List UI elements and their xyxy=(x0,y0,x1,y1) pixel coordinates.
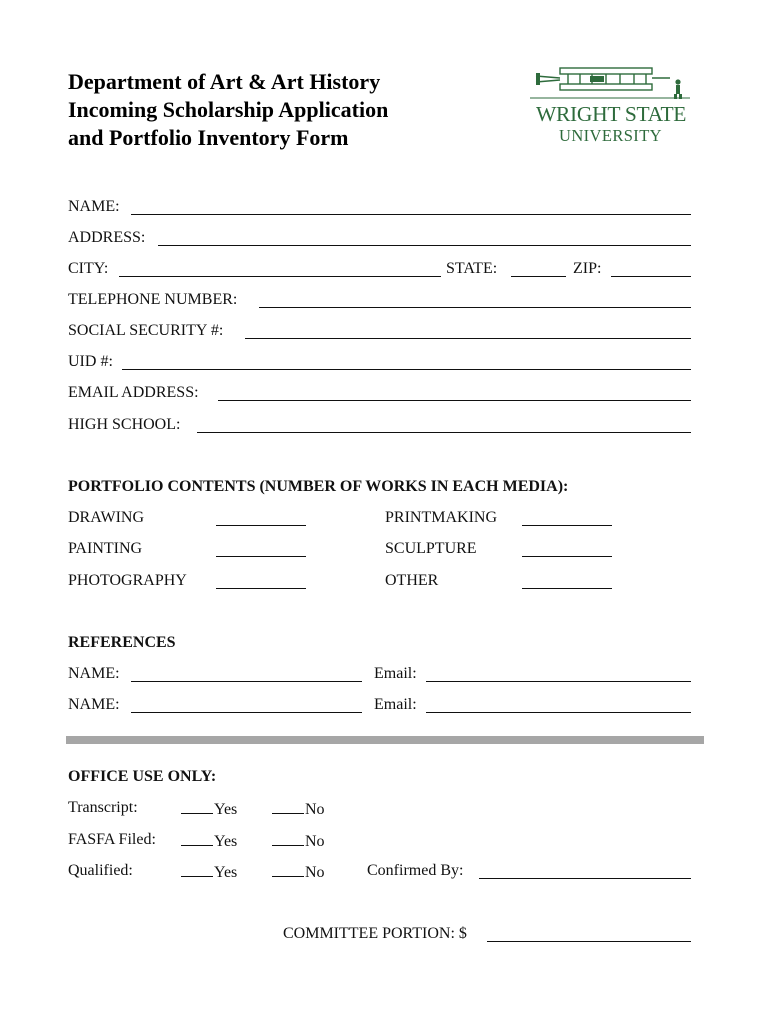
high-school-label: HIGH SCHOOL: xyxy=(68,416,181,433)
transcript-no-blank[interactable] xyxy=(272,797,304,814)
reference-2-email-label: Email: xyxy=(374,696,417,713)
zip-field[interactable] xyxy=(611,258,691,277)
wright-state-logo xyxy=(530,64,700,150)
title-line-2: Incoming Scholarship Application xyxy=(68,97,389,122)
city-field[interactable] xyxy=(119,258,441,277)
state-label: STATE: xyxy=(446,260,498,277)
wright-flyer-icon xyxy=(530,64,700,100)
zip-label: ZIP: xyxy=(573,260,602,277)
qualified-yes-option[interactable] xyxy=(181,860,237,884)
sculpture-count-field[interactable] xyxy=(522,538,612,557)
other-count-field[interactable] xyxy=(522,570,612,589)
committee-portion-field[interactable] xyxy=(487,923,691,942)
city-label: CITY: xyxy=(68,260,109,277)
painting-count-field[interactable] xyxy=(216,538,306,557)
name-field[interactable] xyxy=(131,196,691,215)
reference-2-name-label: NAME: xyxy=(68,696,120,713)
qualified-yes-blank[interactable] xyxy=(181,860,213,877)
painting-label: PAINTING xyxy=(68,540,143,557)
fasfa-yes-blank[interactable] xyxy=(181,829,213,846)
photography-label: PHOTOGRAPHY xyxy=(68,572,187,589)
ssn-label: SOCIAL SECURITY #: xyxy=(68,322,224,339)
fasfa-no-option[interactable] xyxy=(272,829,325,853)
reference-1-email-field[interactable] xyxy=(426,663,691,682)
printmaking-count-field[interactable] xyxy=(522,507,612,526)
fasfa-yes-text: Yes xyxy=(214,833,238,850)
committee-portion-label: COMMITTEE PORTION: $ xyxy=(283,925,467,942)
transcript-no-text: No xyxy=(305,801,325,818)
fasfa-label: FASFA Filed: xyxy=(68,831,156,848)
ssn-field[interactable] xyxy=(245,320,691,339)
title-line-3: and Portfolio Inventory Form xyxy=(68,125,349,150)
transcript-yes-option[interactable] xyxy=(181,797,237,821)
email-label: EMAIL ADDRESS: xyxy=(68,384,199,401)
form-title xyxy=(68,68,388,152)
transcript-no-option[interactable] xyxy=(272,797,325,821)
other-label: OTHER xyxy=(385,572,439,589)
uid-field[interactable] xyxy=(122,351,691,370)
reference-1-name-field[interactable] xyxy=(131,663,362,682)
state-field[interactable] xyxy=(511,258,566,277)
high-school-field[interactable] xyxy=(197,414,691,433)
transcript-yes-blank[interactable] xyxy=(181,797,213,814)
name-label: NAME: xyxy=(68,198,120,215)
fasfa-no-blank[interactable] xyxy=(272,829,304,846)
drawing-label: DRAWING xyxy=(68,509,145,526)
qualified-yes-text: Yes xyxy=(214,864,238,881)
section-divider xyxy=(66,736,704,744)
reference-2-email-field[interactable] xyxy=(426,694,691,713)
title-line-1: Department of Art & Art History xyxy=(68,69,381,94)
uid-label: UID #: xyxy=(68,353,113,370)
transcript-yes-text: Yes xyxy=(214,801,238,818)
photography-count-field[interactable] xyxy=(216,570,306,589)
qualified-no-blank[interactable] xyxy=(272,860,304,877)
reference-1-email-label: Email: xyxy=(374,665,417,682)
logo-text-wright-state: WRIGHT STATE xyxy=(536,102,687,126)
printmaking-label: PRINTMAKING xyxy=(385,509,497,526)
qualified-no-option[interactable] xyxy=(272,860,325,884)
sculpture-label: SCULPTURE xyxy=(385,540,477,557)
office-use-heading: OFFICE USE ONLY: xyxy=(68,768,217,785)
fasfa-no-text: No xyxy=(305,833,325,850)
references-heading: REFERENCES xyxy=(68,634,176,651)
confirmed-by-field[interactable] xyxy=(479,860,691,879)
telephone-field[interactable] xyxy=(259,289,691,308)
portfolio-heading: PORTFOLIO CONTENTS (NUMBER OF WORKS IN EACH MEDIA): xyxy=(68,478,569,495)
transcript-label: Transcript: xyxy=(68,799,138,816)
telephone-label: TELEPHONE NUMBER: xyxy=(68,291,238,308)
reference-1-name-label: NAME: xyxy=(68,665,120,682)
confirmed-by-label: Confirmed By: xyxy=(367,862,464,879)
reference-2-name-field[interactable] xyxy=(131,694,362,713)
email-field[interactable] xyxy=(218,382,691,401)
address-field[interactable] xyxy=(158,227,691,246)
qualified-no-text: No xyxy=(305,864,325,881)
drawing-count-field[interactable] xyxy=(216,507,306,526)
address-label: ADDRESS: xyxy=(68,229,146,246)
fasfa-yes-option[interactable] xyxy=(181,829,237,853)
qualified-label: Qualified: xyxy=(68,862,133,879)
logo-text-university: UNIVERSITY xyxy=(559,126,662,145)
